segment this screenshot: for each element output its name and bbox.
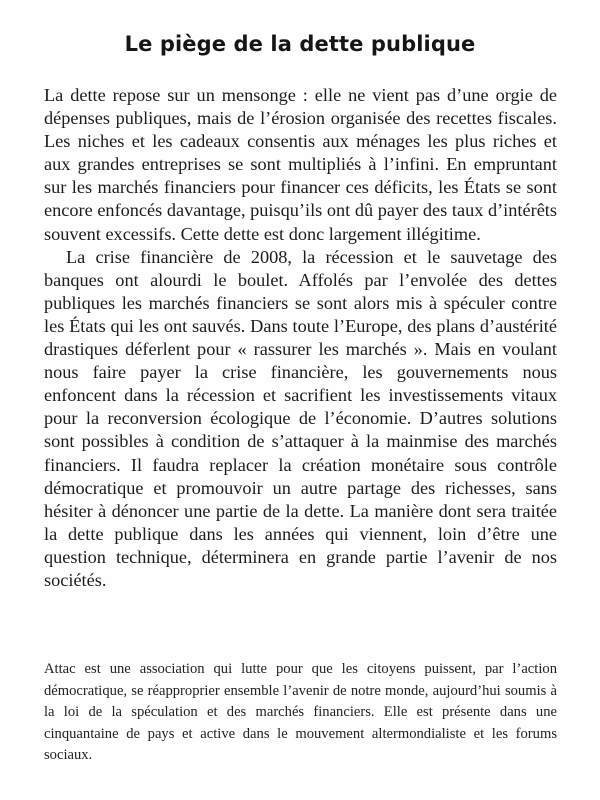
paragraph-financial-crisis: La crise financière de 2008, la récession et le sauvetage des banques ont alourdi le boulet. Affolés par l’envolée des dettes publiques les marchés financiers se sont alors mis à spéculer contre les États qui les ont sauvés. Dans toute l’Europe, des plans d’austérité drastiques déferlent pour « rassurer les marchés ». Mais en voulant nous faire payer la crise financière, les gouvernements nous enfoncent dans la récession et sacrifient les investissements vitaux pour la reconversion écologique de l’économie. D’autres solutions sont possibles à condition de s’attaquer à la mainmise des marchés financiers. Il faudra replacer la création monétaire sous contrôle démocratique et promouvoir un autre partage des richesses, sans hésiter à dénoncer une partie de la dette. La manière dont sera traitée la dette publique dans les années qui viennent, loin d’être une question technique, déterminera en grande partie l’avenir de nos sociétés. <box>44 246 557 590</box>
main-text <box>44 84 557 592</box>
attac-description: Attac est une association qui lutte pour que les citoyens puissent, par l’action démocratique, se réapproprier ensemble l’avenir de notre monde, aujourd’hui soumis à la loi de la spéculation et des marchés financiers. Elle est présente dans une cinquantaine de pays et active dans le mouvement altermondialiste et les forums sociaux. <box>44 661 557 764</box>
page-title: Le piège de la dette publique <box>124 32 476 56</box>
paragraph-debt-lie: La dette repose sur un mensonge : elle ne vient pas d’une orgie de dépenses publiques, mais de l’érosion organisée des recettes fiscales. Les niches et les cadeaux consentis aux ménages les plus riches et aux grandes entreprises se sont multipliés à l’infini. En empruntant sur les marchés financiers pour financer ces déficits, les États se sont encore enfoncés davantage, puisqu’ils ont dû payer des taux d’intérêts souvent excessifs. Cette dette est donc largement illégitime. <box>44 85 557 244</box>
